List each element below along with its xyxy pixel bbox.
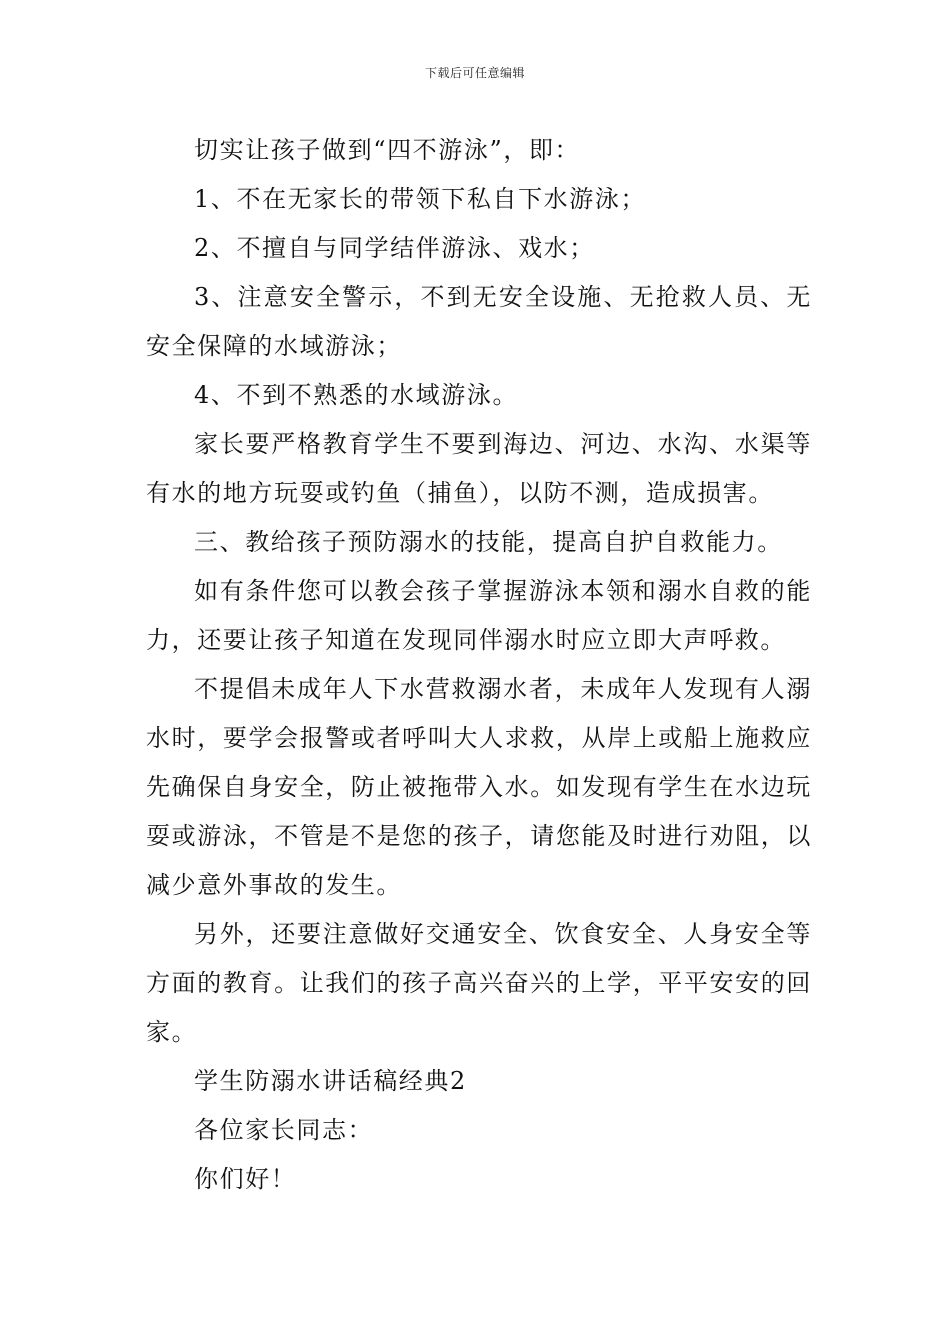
paragraph-rule-3: 3、注意安全警示，不到无安全设施、无抢救人员、无安全保障的水域游泳； [146, 283, 812, 360]
salutation: 各位家长同志： [194, 1116, 374, 1144]
page-header: 下载后可任意编辑 [424, 66, 525, 80]
document-subtitle: 学生防溺水讲话稿经典2 [194, 1067, 467, 1095]
section-heading-three: 三、教给孩子预防溺水的技能，提高自护自救能力。 [194, 528, 783, 556]
paragraph-other-safety: 另外，还要注意做好交通安全、饮食安全、人身安全等方面的教育。让我们的孩子高兴奋兴的上学，平平安安的回家。 [146, 920, 812, 1046]
paragraph-swimming-skills: 如有条件您可以教会孩子掌握游泳本领和溺水自救的能力，还要让孩子知道在发现同伴溺水时应立即大声呼救。 [146, 577, 812, 654]
document-body [146, 126, 812, 1204]
greeting: 你们好！ [194, 1165, 297, 1193]
paragraph-parent-education: 家长要严格教育学生不要到海边、河边、水沟、水渠等有水的地方玩耍或钓鱼（捕鱼），以防不测，造成损害。 [146, 430, 812, 507]
paragraph-rule-1: 1、不在无家长的带领下私自下水游泳； [194, 185, 647, 213]
paragraph-rule-4: 4、不到不熟悉的水域游泳。 [194, 381, 519, 409]
paragraph-rescue-advice: 不提倡未成年人下水营救溺水者，未成年人发现有人溺水时，要学会报警或者呼叫大人求救，从岸上或船上施救应先确保自身安全，防止被拖带入水。如发现有学生在水边玩耍或游泳，不管是不是您的孩子，请您能及时进行劝阻，以减少意外事故的发生。 [146, 675, 812, 899]
paragraph-four-no-swimming-intro: 切实让孩子做到“四不游泳”，即： [194, 136, 581, 164]
paragraph-rule-2: 2、不擅自与同学结伴游泳、戏水； [194, 234, 595, 262]
